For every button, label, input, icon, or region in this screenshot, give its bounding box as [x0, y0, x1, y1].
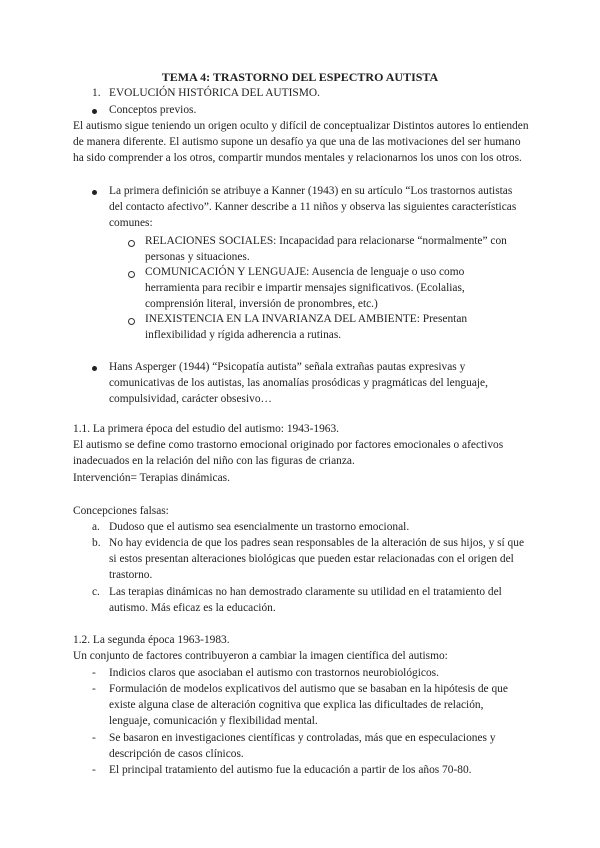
kanner-paragraph: La primera definición se atribuye a Kanner (1943) en su artículo “Los trastornos autistas del contacto afectivo”. Kanner describe a 11 niños y observa las siguientes características comunes: — [109, 185, 517, 230]
list-item: Indicios claros que asociaban el autismo con trastornos neurobiológicos. — [109, 667, 439, 679]
page-title: TEMA 4: TRASTORNO DEL ESPECTRO AUTISTA — [161, 70, 439, 84]
list-item: INEXISTENCIA EN LA INVARIANZA DEL AMBIENTE: Presentan inflexibilidad y rígida adherencia a rutinas. — [145, 313, 468, 342]
section-heading: 1.1. La primera época del estudio del autismo: 1943-1963. — [73, 423, 340, 435]
asperger-paragraph: Hans Asperger (1944) “Psicopatía autista” señala extrañas pautas expresivas y comunicativas de los autistas, las anomalías prosódicas y pragmáticas del lenguaje, compulsividad, carácter obsesivo… — [109, 361, 488, 406]
dash-marker: - — [92, 764, 96, 776]
list-item: Las terapias dinámicas no han demostrado claramente su utilidad en el tratamiento del autismo. Más eficaz es la educación. — [109, 586, 502, 615]
intro-paragraph: El autismo sigue teniendo un origen oculto y difícil de conceptualizar Distintos autores lo entienden de manera diferente. El autismo supone un desafío ya que una de las motivaciones del ser humano ha sido comprender a los otros, compartir mundos mentales y relacionarnos los unos con los otros. — [73, 120, 529, 165]
paragraph: Un conjunto de factores contribuyeron a cambiar la imagen científica del autismo: — [73, 650, 448, 662]
section-heading: EVOLUCIÓN HISTÓRICA DEL AUTISMO. — [109, 87, 320, 99]
list-item: Formulación de modelos explicativos del autismo que se basaban en la hipótesis de que existe alguna clase de alteración cognitiva que explica las dificultades de relación, lenguaje, comunicación y flexibilidad mental. — [109, 683, 508, 728]
circle-bullet-icon — [128, 271, 135, 278]
list-marker: c. — [92, 586, 100, 598]
list-item: COMUNICACIÓN Y LENGUAJE: Ausencia de lenguaje o uso como herramienta para recibir e impartir mensajes significativos. (Ecolalias, comprensión literal, inversión de pronombres, etc.) — [145, 266, 465, 311]
list-item: No hay evidencia de que los padres sean responsables de la alteración de sus hijos, y sí que si estos presentan alteraciones biológicas que pueden estar relacionadas con el origen del trastorno. — [109, 537, 525, 582]
dash-marker: - — [92, 683, 96, 695]
list-item: Se basaron en investigaciones científicas y controladas, más que en especulaciones y descripción de casos clínicos. — [109, 732, 496, 761]
subheading: Concepciones falsas: — [73, 505, 169, 517]
bullet-icon — [92, 366, 97, 371]
list-marker: a. — [92, 521, 100, 533]
paragraph: El autismo se define como trastorno emocional originado por factores emocionales o afectivos inadecuados en la relación del niño con las figuras de crianza. — [73, 439, 504, 468]
bullet-icon — [92, 109, 97, 114]
list-number: 1. — [92, 87, 101, 99]
list-item: El principal tratamiento del autismo fue la educación a partir de los años 70-80. — [109, 764, 472, 776]
dash-marker: - — [92, 667, 96, 679]
list-item: Dudoso que el autismo sea esencialmente un trastorno emocional. — [109, 521, 410, 533]
bullet-item: Conceptos previos. — [109, 104, 197, 116]
bullet-icon — [92, 190, 97, 195]
circle-bullet-icon — [128, 318, 135, 325]
section-heading: 1.2. La segunda época 1963-1983. — [73, 634, 230, 646]
dash-marker: - — [92, 732, 96, 744]
paragraph: Intervención= Terapias dinámicas. — [73, 472, 230, 484]
circle-bullet-icon — [128, 240, 135, 247]
list-item: RELACIONES SOCIALES: Incapacidad para relacionarse “normalmente” con personas y situaciones. — [145, 235, 507, 264]
list-marker: b. — [92, 537, 101, 549]
